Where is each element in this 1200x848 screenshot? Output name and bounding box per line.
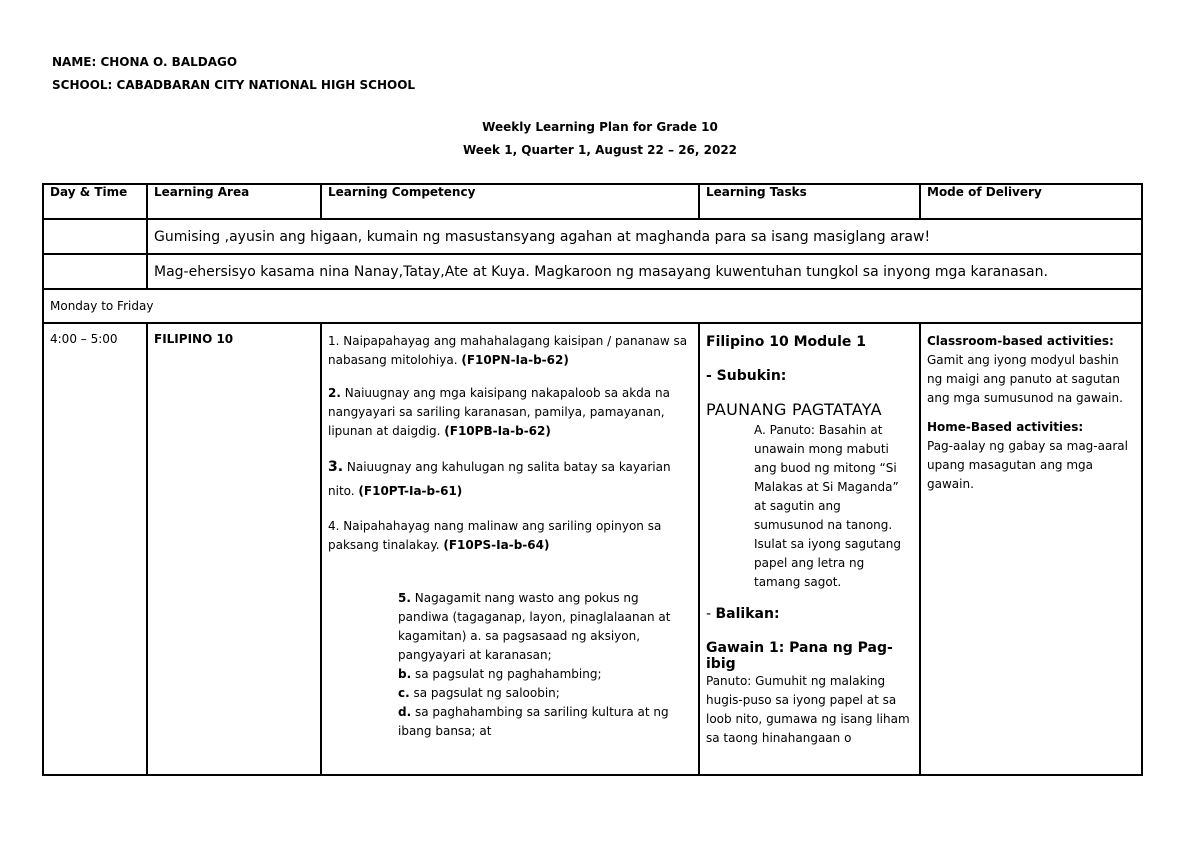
plan-title: Weekly Learning Plan for Grade 10 xyxy=(482,120,718,134)
competency-1: 1. Naipapahayag ang mahahalagang kaisipan / pananaw sa nabasang mitolohiya. (F10PN-Ia-b-62) xyxy=(328,334,688,367)
time-cell: 4:00 – 5:00 xyxy=(43,323,147,775)
learning-tasks-cell xyxy=(699,323,920,775)
classroom-activities-title: Classroom-based activities: xyxy=(927,334,1114,348)
gawain-1-title: Gawain 1: Pana ng Pag-ibig xyxy=(706,640,893,672)
competency-cell xyxy=(321,323,699,775)
table-header-row xyxy=(43,184,1142,219)
school-name: SCHOOL: CABADBARAN CITY NATIONAL HIGH SCHOOL xyxy=(52,78,416,92)
competency-3: 3. Naiuugnay ang kahulugan ng salita batay sa kayarian nito. (F10PT-Ia-b-61) xyxy=(328,459,671,498)
competency-4: 4. Naipahahayag nang malinaw ang sariling opinyon sa paksang tinalakay. (F10PS-Ia-b-64) xyxy=(328,519,662,552)
student-name: NAME: CHONA O. BALDAGO xyxy=(52,55,238,69)
col-header-mode-of-delivery: Mode of Delivery xyxy=(920,184,1142,219)
col-header-learning-area: Learning Area xyxy=(147,184,321,219)
mode-of-delivery-cell xyxy=(920,323,1142,775)
table-row xyxy=(43,219,1142,254)
classroom-activities-text: Gamit ang iyong modyul bashin ng maigi ang panuto at sagutan ang mga sumusunod na gawain. xyxy=(927,353,1123,405)
module-title: Filipino 10 Module 1 xyxy=(706,334,867,350)
learning-area-cell: FILIPINO 10 xyxy=(147,323,321,775)
table-row xyxy=(43,254,1142,289)
col-header-learning-competency: Learning Competency xyxy=(321,184,699,219)
gawain-1-text: Panuto: Gumuhit ng malaking hugis-puso sa iyong papel at sa loob nito, gumawa ng isang liham sa taong hinahangaan o xyxy=(706,674,910,745)
competency-5: 5. Nagagamit nang wasto ang pokus ng pandiwa (tagaganap, layon, pinaglalaanan at kagamitan) a. sa pagsasaad ng aksiyon, pangyayari at karanasan; b. sa pagsulat ng paghahambing; c. sa pagsulat ng saloobin; d. sa paghahambing sa sariling kultura at ng ibang bansa; at xyxy=(398,591,671,738)
empty-cell xyxy=(43,254,147,289)
banner-morning-routine: Gumising ,ayusin ang higaan, kumain ng masustansyang agahan at maghanda para sa isang masiglang araw! xyxy=(147,219,1142,254)
balikan-heading: - Balikan: xyxy=(706,606,780,622)
plan-subtitle: Week 1, Quarter 1, August 22 – 26, 2022 xyxy=(462,143,738,157)
table-row xyxy=(43,323,1142,775)
table-row xyxy=(43,289,1142,323)
paunang-pagtataya-heading: PAUNANG PAGTATAYA xyxy=(706,400,882,419)
home-activities-text: Pag-aalay ng gabay sa mag-aaral upang masagutan ang mga gawain. xyxy=(927,439,1128,491)
competency-2: 2. Naiuugnay ang mga kaisipang nakapaloob sa akda na nangyayari sa sariling karanasan, pamilya, pamayanan, lipunan at daigdig. (F10PB-Ia-b-62) xyxy=(328,386,670,438)
col-header-day-time: Day & Time xyxy=(43,184,147,219)
learning-plan-table xyxy=(42,183,1143,776)
col-header-learning-tasks: Learning Tasks xyxy=(699,184,920,219)
subukin-heading: - Subukin: xyxy=(706,368,787,384)
panuto-a-text: A. Panuto: Basahin at unawain mong mabuti ang buod ng mitong “Si Malakas at Si Maganda” at sagutin ang sumusunod na tanong. Isulat sa iyong sagutang papel ang letra ng tamang sagot. xyxy=(754,423,901,589)
banner-exercise: Mag-ehersisyo kasama nina Nanay,Tatay,Ate at Kuya. Magkaroon ng masayang kuwentuhan tungkol sa inyong mga karanasan. xyxy=(147,254,1142,289)
home-activities-title: Home-Based activities: xyxy=(927,420,1084,434)
day-range-cell: Monday to Friday xyxy=(43,289,1142,323)
empty-cell xyxy=(43,219,147,254)
